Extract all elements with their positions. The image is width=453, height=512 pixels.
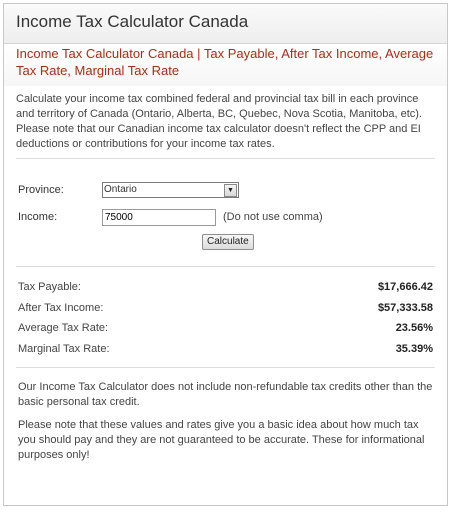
result-row-tax-payable [18, 280, 433, 301]
notes-section [18, 380, 433, 463]
chevron-down-icon[interactable]: ▼ [224, 184, 237, 197]
income-hint: (Do not use comma) [223, 211, 323, 223]
result-value: $17,666.42 [377, 281, 433, 293]
result-value: 23.56% [395, 322, 433, 334]
province-label: Province: [18, 184, 64, 196]
tax-calculator-widget [3, 3, 448, 506]
result-label: After Tax Income: [18, 301, 104, 314]
note-paragraph: Our Income Tax Calculator does not include non-refundable tax credits other than the basic personal tax credit. [18, 381, 433, 408]
income-row [18, 207, 447, 227]
divider [16, 158, 435, 159]
divider [16, 266, 435, 267]
result-label: Tax Payable: [18, 281, 81, 293]
calculator-form [18, 180, 447, 250]
page-title: Income Tax Calculator Canada [16, 12, 249, 31]
result-label: Average Tax Rate: [18, 322, 109, 334]
result-value: 35.39% [395, 342, 433, 355]
intro-text: Calculate your income tax combined federal and provincial tax bill in each province and territory of Canada (Ontario, Alberta, BC, Quebec, Nova Scotia, Manitoba, etc). Please note that our Canadian income tax calculator doesn't reflect the CPP and EI deductions or contributions for your income tax rates. [16, 93, 422, 150]
result-row-marginal-tax-rate [18, 342, 433, 363]
income-label: Income: [18, 211, 58, 223]
calculate-button[interactable]: Calculate [202, 234, 254, 250]
note-paragraph: Please note that these values and rates give you a basic idea about how much tax you should pay and they are not guaranteed to be accurate. These for informational purposes only! [18, 419, 425, 461]
title-bar [4, 4, 447, 44]
result-label: Marginal Tax Rate: [18, 342, 110, 355]
province-row [18, 180, 447, 200]
result-row-after-tax-income [18, 301, 433, 322]
province-selected-value: Ontario [104, 184, 137, 195]
button-row [18, 234, 447, 250]
income-input[interactable] [102, 209, 216, 226]
page-subtitle: Income Tax Calculator Canada | Tax Payable, After Tax Income, Average Tax Rate, Marginal Tax Rate [4, 44, 447, 86]
divider [16, 367, 435, 368]
province-select[interactable] [102, 182, 239, 198]
result-row-average-tax-rate [18, 321, 433, 342]
results-table [18, 280, 433, 362]
result-value: $57,333.58 [377, 301, 433, 314]
